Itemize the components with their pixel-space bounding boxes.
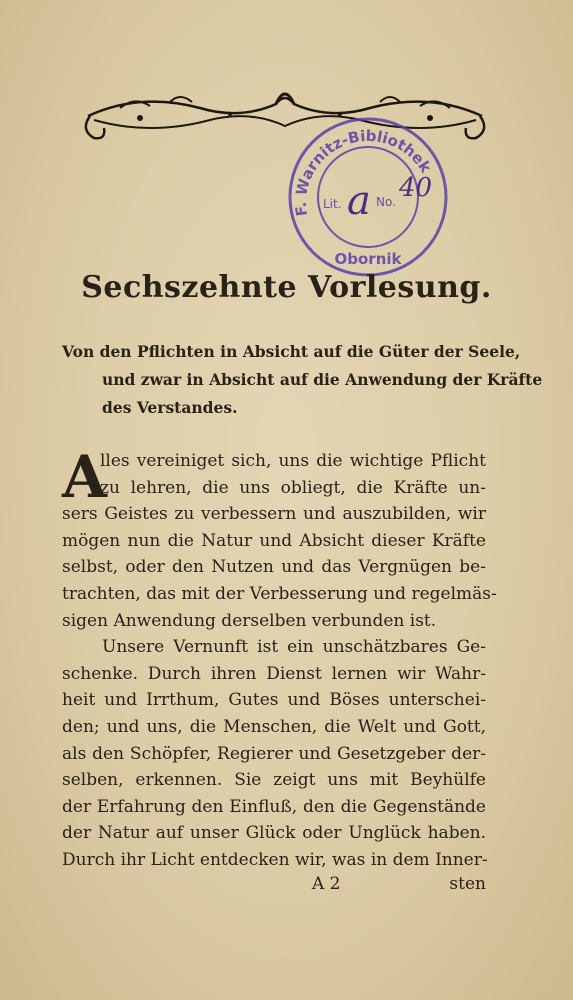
drop-cap: A — [62, 443, 108, 511]
body-line: als den Schöpfer, Regierer und Gesetzgeber der- — [62, 743, 486, 764]
body-line: Unsere Vernunft ist ein unschätzbares Ge- — [102, 637, 486, 658]
catchword: sten — [449, 874, 486, 894]
subtitle-line: des Verstandes. — [102, 398, 238, 417]
stamp-no-label: No. — [376, 195, 396, 209]
body-line: lles vereiniget sich, uns die wichtige Pflicht — [100, 451, 486, 471]
subtitle-line: Von den Pflichten in Absicht auf die Güter der Seele, — [62, 342, 521, 361]
stamp-lit-label: Lit. — [323, 197, 342, 211]
library-stamp — [283, 112, 453, 282]
stamp-ring-text: F. Warnitz-Bibliothek — [291, 126, 435, 218]
subtitle-line: und zwar in Absicht auf die Anwendung der Kräfte — [102, 370, 543, 389]
body-line: selben, erkennen. Sie zeigt uns mit Beyhülfe — [62, 770, 486, 791]
signature-mark: A 2 — [312, 874, 341, 894]
body-line: zu lehren, die uns obliegt, die Kräfte un- — [100, 477, 486, 498]
stamp-place: Obornik — [334, 250, 402, 268]
body-line: der Natur auf unser Glück oder Unglück haben. — [62, 823, 486, 844]
chapter-title: Sechszehnte Vorlesung. — [81, 270, 492, 305]
body-line: sers Geistes zu verbessern und auszubilden, wir — [62, 504, 486, 525]
body-line: trachten, das mit der Verbesserung und regelmäs- — [62, 583, 497, 604]
chapter-subtitle — [62, 338, 543, 422]
body-text — [62, 443, 497, 874]
body-line: sigen Anwendung derselben verbunden ist. — [62, 610, 437, 631]
stamp-no-value: 40 — [399, 173, 433, 203]
body-line: der Erfahrung den Einfluß, den die Gegenstände — [62, 796, 486, 817]
body-line: schenke. Durch ihren Dienst lernen wir Wahr- — [62, 663, 486, 684]
body-line: Durch ihr Licht entdecken wir, was in dem Inner- — [62, 849, 488, 870]
body-line: den; und uns, die Menschen, die Welt und Gott, — [62, 716, 486, 737]
stamp-lit-letter: a — [347, 178, 371, 224]
body-line: mögen nun die Natur und Absicht dieser Kräfte — [62, 530, 486, 551]
body-line: selbst, oder den Nutzen und das Vergnügen be- — [62, 557, 486, 578]
body-line: heit und Irrthum, Gutes und Böses unterschei- — [62, 690, 486, 711]
